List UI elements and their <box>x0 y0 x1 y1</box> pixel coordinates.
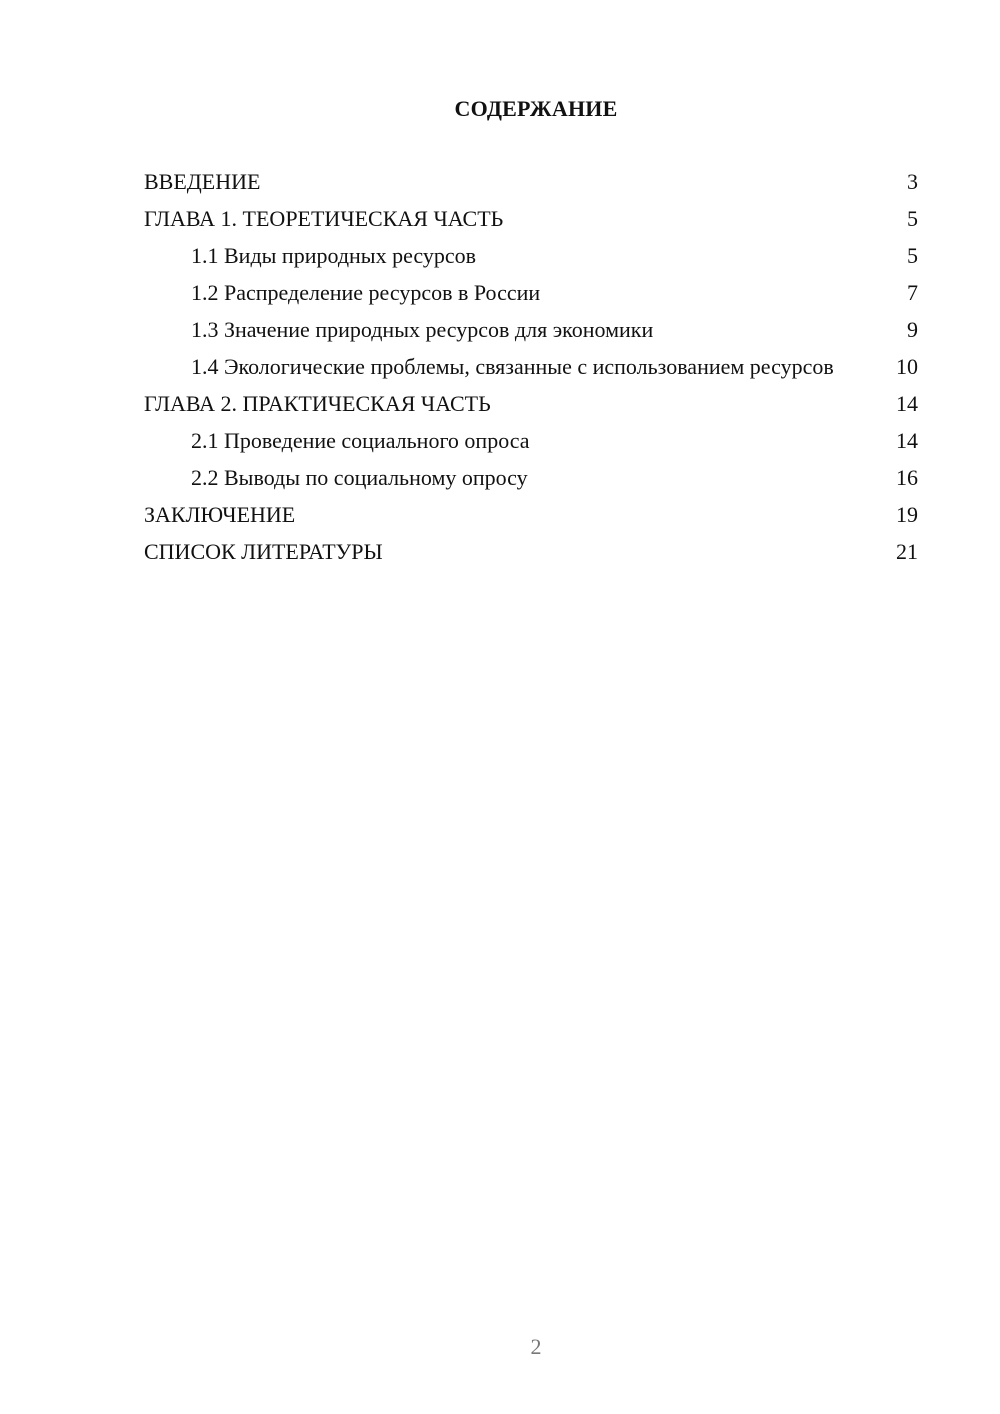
toc-entry-label: 2.1 Проведение социального опроса <box>191 428 530 453</box>
toc-entry-label: 1.1 Виды природных ресурсов <box>191 243 477 268</box>
page-number: 2 <box>530 1334 542 1359</box>
toc-entry-label: ВВЕДЕНИЕ <box>144 169 261 194</box>
toc-entry-label: ГЛАВА 2. ПРАКТИЧЕСКАЯ ЧАСТЬ <box>144 391 491 416</box>
toc-entry <box>144 501 918 529</box>
toc-entry <box>144 205 918 233</box>
toc-entry-page: 5 <box>907 206 918 231</box>
toc-entry-page: 19 <box>896 502 918 527</box>
toc-entry-label: 1.4 Экологические проблемы, связанные с использованием ресурсов <box>191 354 834 379</box>
toc-entry-label: 1.2 Распределение ресурсов в России <box>191 280 541 305</box>
toc-entry-page: 14 <box>896 391 918 416</box>
toc-entry-label: ЗАКЛЮЧЕНИЕ <box>144 502 296 527</box>
toc-entry-label: СПИСОК ЛИТЕРАТУРЫ <box>144 539 383 564</box>
toc-entry-page: 3 <box>907 169 918 194</box>
toc-title: СОДЕРЖАНИЕ <box>454 96 618 121</box>
toc-subentry <box>144 427 918 455</box>
toc-subentry <box>144 464 918 492</box>
toc-entry-label: 1.3 Значение природных ресурсов для экономики <box>191 317 654 342</box>
table-of-contents <box>144 168 918 575</box>
toc-subentry <box>144 279 918 307</box>
toc-entry-page: 14 <box>896 428 918 453</box>
toc-entry-label: 2.2 Выводы по социальному опросу <box>191 465 528 490</box>
toc-entry-page: 9 <box>907 317 918 342</box>
toc-subentry <box>144 316 918 344</box>
toc-entry-page: 7 <box>907 280 918 305</box>
toc-entry-page: 5 <box>907 243 918 268</box>
toc-entry <box>144 168 918 196</box>
toc-subentry <box>144 242 918 270</box>
toc-entry <box>144 390 918 418</box>
toc-subentry <box>144 353 918 381</box>
toc-entry-page: 16 <box>896 465 918 490</box>
toc-entry-page: 10 <box>896 354 918 379</box>
toc-entry-page: 21 <box>896 539 918 564</box>
toc-entry-label: ГЛАВА 1. ТЕОРЕТИЧЕСКАЯ ЧАСТЬ <box>144 206 504 231</box>
toc-entry <box>144 538 918 566</box>
